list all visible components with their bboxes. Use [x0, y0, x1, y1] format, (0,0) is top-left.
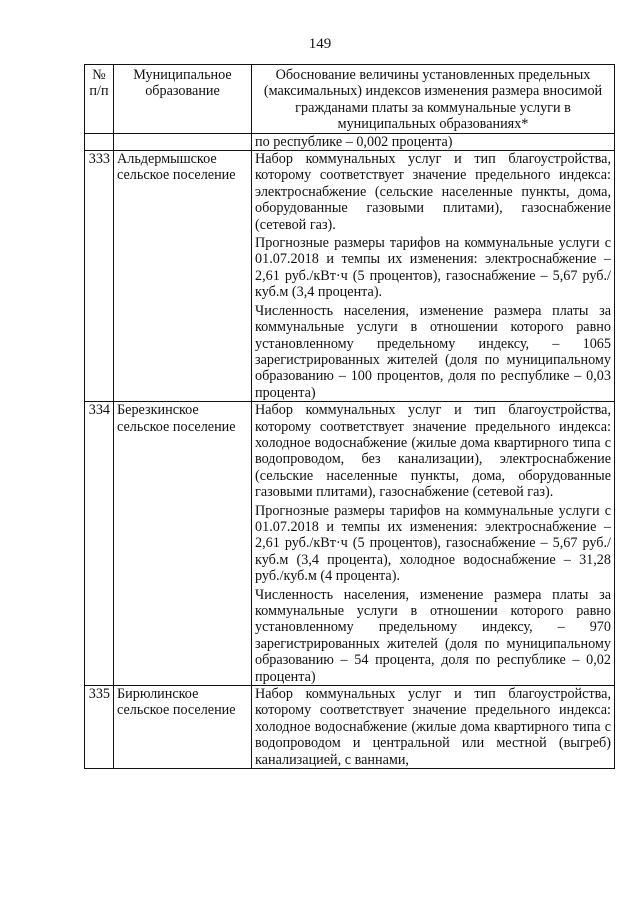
municipality-name: Альдермышское сельское поселение — [114, 151, 252, 402]
justification-cell — [252, 686, 615, 769]
continuation-name-cell — [114, 133, 252, 150]
justification-cell — [252, 402, 615, 686]
table-row — [85, 686, 615, 769]
justification-paragraph: Прогнозные размеры тарифов на коммунальные услуги с 01.07.2018 и темпы их изменения: электроснабжение – 2,61 руб./кВт·ч (5 процентов), газоснабжение – 5,67 руб./куб.м (3,4 процента), холодное водоснабжение – 31,28 руб./куб.м (4 процента). — [255, 502, 611, 585]
municipal-index-table — [84, 64, 615, 769]
justification-paragraph: Прогнозные размеры тарифов на коммунальные услуги с 01.07.2018 и темпы их изменения: электроснабжение – 2,61 руб./кВт·ч (5 процентов), газоснабжение – 5,67 руб./куб.м (3,4 процента). — [255, 235, 611, 301]
justification-paragraph: Набор коммунальных услуг и тип благоустройства, которому соответствует значение предельного индекса: холодное водоснабжение (жилые дома квартирного типа с водопроводом, без канализации), электроснабжение (сельские населенные пункты, дома, оборудованные газовыми плитами), газоснабжение (сетевой газ). — [255, 402, 611, 501]
header-municipality: Муниципальное образование — [114, 65, 252, 134]
justification-paragraph: Набор коммунальных услуг и тип благоустройства, которому соответствует значение предельного индекса: электроснабжение (сельские населенные пункты, дома, оборудованные газовыми плитами), газоснабжение (сетевой газ). — [255, 151, 611, 233]
municipality-name: Березкинское сельское поселение — [114, 402, 252, 686]
justification-paragraph: Численность населения, изменение размера платы за коммунальные услуги в отношении которого равно установленному предельному индексу, – 1065 зарегистрированных жителей (доля по муниципальному образованию – 100 процентов, доля по республике – 0,03 процента) — [255, 302, 611, 401]
row-number: 335 — [85, 686, 114, 769]
header-justification: Обоснование величины установленных предельных (максимальных) индексов изменения размера вносимой гражданами платы за коммунальные услуги в муниципальных образованиях* — [252, 65, 615, 134]
municipality-name: Бирюлинское сельское поселение — [114, 686, 252, 769]
continuation-text: по республике – 0,002 процента) — [252, 133, 615, 150]
header-number: № п/п — [85, 65, 114, 134]
table-row — [85, 151, 615, 402]
justification-paragraph: Численность населения, изменение размера платы за коммунальные услуги в отношении которого равно установленному предельному индексу, – 970 зарегистрированных жителей (доля по муниципальному образованию – 54 процента, доля по республике – 0,02 процента) — [255, 586, 611, 685]
row-number: 333 — [85, 151, 114, 402]
continuation-num-cell — [85, 133, 114, 150]
justification-cell — [252, 151, 615, 402]
page-number: 149 — [308, 36, 332, 52]
row-number: 334 — [85, 402, 114, 686]
table-header-row — [85, 65, 615, 134]
justification-paragraph: Набор коммунальных услуг и тип благоустройства, которому соответствует значение предельного индекса: холодное водоснабжение (жилые дома квартирного типа с водопроводом и центральной или местной (выгреб) канализацией, с ваннами, — [255, 686, 611, 768]
table-row — [85, 402, 615, 686]
continuation-row — [85, 133, 615, 150]
